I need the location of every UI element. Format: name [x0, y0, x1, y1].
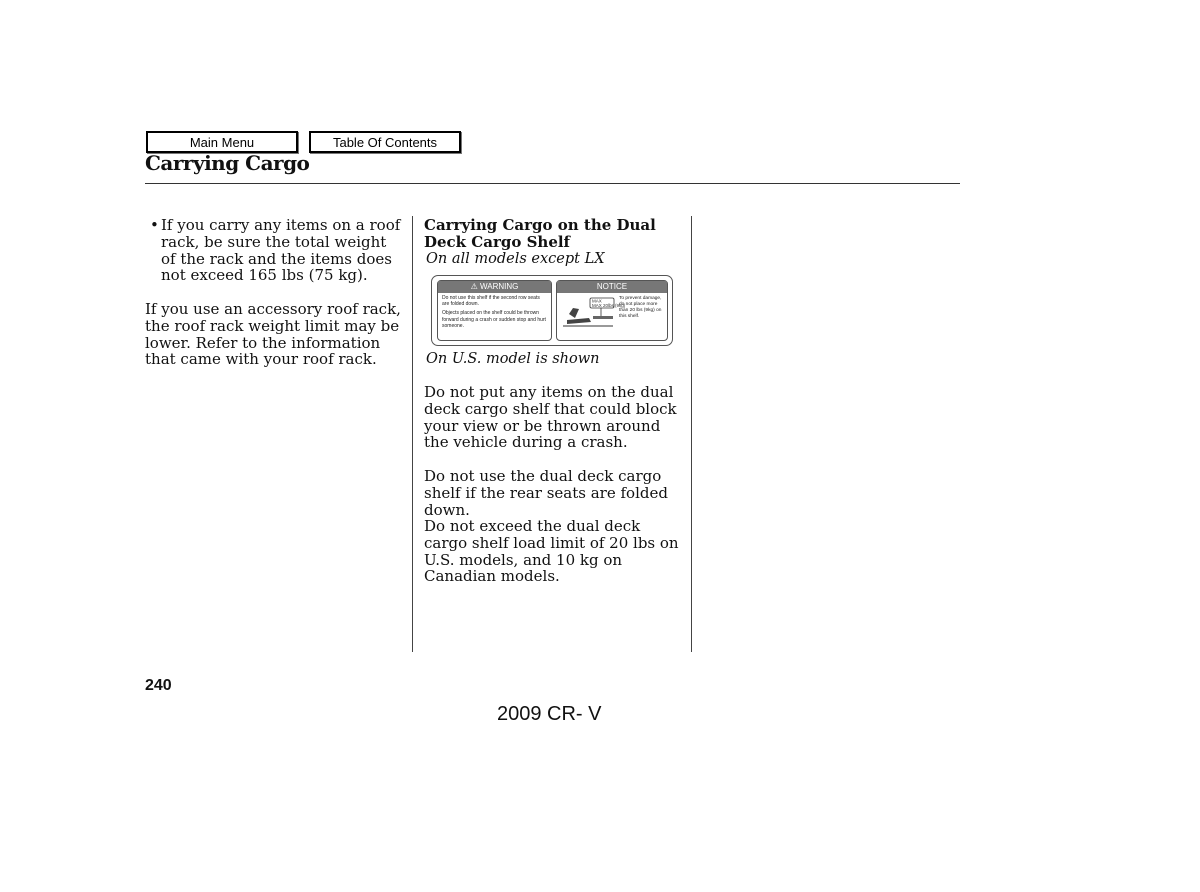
seat-shelf-icon	[559, 294, 626, 338]
warning-panel	[437, 280, 552, 341]
us-model-caption: On U.S. model is shown	[426, 351, 600, 367]
seats-folded-paragraph: Do not use the dual deck cargo shelf if the rear seats are folded down.	[424, 467, 668, 519]
load-limit-paragraph: Do not exceed the dual deck cargo shelf load limit of 20 lbs on U.S. models, and 10 kg on Canadian models.	[424, 517, 679, 586]
table-of-contents-button[interactable]: Table Of Contents	[309, 131, 461, 153]
page-number: 240	[145, 677, 172, 694]
column-divider-left	[412, 216, 413, 652]
shelf-items-paragraph: Do not put any items on the dual deck cargo shelf that could block your view or be thrown around the vehicle during a crash.	[424, 383, 677, 452]
roof-rack-bullet-text: If you carry any items on a roof rack, be sure the total weight of the rack and the items does not exceed 165 lbs (75 kg).	[161, 216, 401, 285]
notice-text: To prevent damage, do not place more than 20 lbs (9kg) on this shelf.	[619, 296, 662, 319]
warning-header: ⚠ WARNING	[438, 281, 551, 293]
notice-header: NOTICE	[557, 281, 667, 293]
dual-deck-heading: Carrying Cargo on the Dual Deck Cargo Shelf	[424, 216, 656, 251]
page-title: Carrying Cargo	[145, 151, 310, 175]
notice-panel	[556, 280, 668, 341]
main-menu-button[interactable]: Main Menu	[146, 131, 298, 153]
roof-rack-paragraph: If you use an accessory roof rack, the roof rack weight limit may be lower. Refer to the information that came with your roof rack.	[145, 300, 401, 369]
cargo-shelf-label-image	[431, 275, 673, 346]
bullet-dot: •	[150, 216, 159, 234]
svg-text:MAX: MAX	[592, 298, 602, 304]
roof-rack-bullet	[150, 217, 405, 284]
title-rule	[145, 183, 960, 184]
warning-line-1: Do not use this shelf if the second row seats are folded down.	[442, 295, 540, 308]
max-weight-label: MAX 20lbs (9kg)	[592, 303, 626, 308]
warning-text	[438, 293, 551, 334]
models-caption: On all models except LX	[426, 251, 605, 267]
model-footer: 2009 CR- V	[497, 703, 602, 725]
column-divider-right	[691, 216, 692, 652]
warning-line-2: Objects placed on the shelf could be thrown forward during a crash or sudden stop and hurt someone.	[442, 310, 546, 329]
